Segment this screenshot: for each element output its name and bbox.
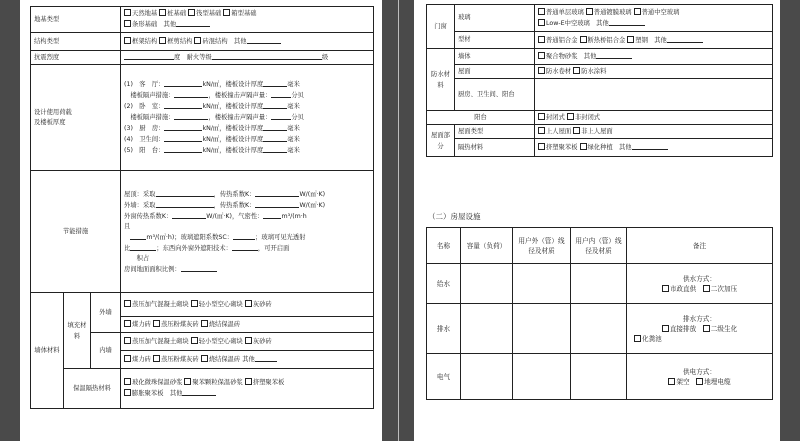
facilities-header: 名称 容量（负荷） 用户外（管）线径及材质 用户内（管）线径及材质 备注: [427, 228, 773, 264]
foundation-row: 地基类型 天然地基 桩基础 筏型基础 箱型基础 条形基础 其他: [31, 7, 374, 33]
checkbox[interactable]: [573, 127, 580, 134]
checkbox[interactable]: [538, 67, 545, 74]
checkbox[interactable]: [159, 9, 166, 16]
checkbox[interactable]: [703, 325, 710, 332]
checkbox[interactable]: [124, 37, 131, 44]
checkbox[interactable]: [124, 389, 131, 396]
wall-material-label: 墙体材料: [31, 293, 64, 409]
checkbox[interactable]: [538, 113, 545, 120]
checkbox[interactable]: [538, 19, 545, 26]
insulation-row: 保温隔热材料 玻化微珠保温砂浆 聚苯颗粒保温砂浆 挤塑聚苯板 膨胀聚苯板 其他: [31, 369, 374, 409]
checkbox[interactable]: [201, 320, 208, 327]
checkbox[interactable]: [124, 320, 131, 327]
water-supply-row: 给水 供水方式： 市政直供 二次加压: [427, 264, 773, 304]
roof-type-row: 屋面部分 屋面类型 上人屋面 非上人屋面: [427, 125, 773, 139]
building-spec-table: 地基类型 天然地基 桩基础 筏型基础 箱型基础 条形基础 其他 结构类型 框架结构 框剪结构 砖混结构 其他 抗震烈度 度 耐火等级 级 设计使用荷载 及楼板厚度 (1) 客 厅： kN/㎡，楼板设计厚度 毫米 楼板隔声措施： ，楼板撞击声隔声量： 分贝 (2) 卧 室： kN/㎡，楼板设计厚度 毫米 楼板隔声措施： ，楼板撞击声隔声量： 分贝 (3) 厨 房： kN/㎡，楼板设计厚度 毫米 (4) 卫生间： kN/㎡，楼板设计厚度 毫米 (5) 阳 台： kN/㎡，楼板设计厚度 毫米 节能措施 屋顶：采取 ，传热系数K： W/(㎡·K) 外墙：采取 ，传热系数K： W/(㎡·K) 外窗传热系数K： W/(㎡·K)，气密性： m³/(m·h 且 m³/(㎡·h)；玻璃遮阳系数SC： ；玻璃可见光透射 比 ；东西向外窗外遮阳技术： ，可开启面 积占 房间地面面积比例： 墙体材料 填充材料 外墙 蒸压加气混凝土砌块 轻小型空心砌块 灰砂砖 煤力砖 蒸压粉煤灰砖 烧结保温砖 内墙 蒸压加气混凝土砌块 轻小型空心砌块 灰砂砖 煤力砖 蒸压粉煤灰砖 烧结保温砖 其他 保温隔热材料 玻化微珠保温砂浆 聚苯颗粒保温砂浆 挤塑聚苯板 膨胀聚苯板 其他: [30, 6, 374, 409]
checkbox[interactable]: [538, 127, 545, 134]
checkbox[interactable]: [124, 337, 131, 344]
roof-part-label: 屋面部分: [427, 125, 455, 157]
checkbox[interactable]: [573, 67, 580, 74]
loads-row: 设计使用荷载 及楼板厚度 (1) 客 厅： kN/㎡，楼板设计厚度 毫米 楼板隔声措施： ，楼板撞击声隔声量： 分贝 (2) 卧 室： kN/㎡，楼板设计厚度 毫米 楼板隔声措施： ，楼板撞击声隔声量： 分贝 (3) 厨 房： kN/㎡，楼板设计厚度 毫米 (4) 卫生间： kN/㎡，楼板设计厚度 毫米 (5) 阳 台： kN/㎡，楼板设计厚度 毫米: [31, 65, 374, 171]
checkbox[interactable]: [245, 337, 252, 344]
structure-row: 结构类型 框架结构 框剪结构 砖混结构 其他: [31, 33, 374, 51]
structure-label: 结构类型: [31, 33, 121, 51]
checkbox[interactable]: [201, 355, 208, 362]
seismic-label: 抗震烈度: [31, 51, 121, 65]
checkbox[interactable]: [245, 300, 252, 307]
foundation-label: 地基类型: [31, 7, 121, 33]
page-divider: [398, 0, 399, 441]
checkbox[interactable]: [538, 8, 545, 15]
checkbox[interactable]: [634, 8, 641, 15]
checkbox[interactable]: [668, 378, 675, 385]
checkbox[interactable]: [580, 143, 587, 150]
checkbox[interactable]: [245, 378, 252, 385]
waterproof-wall-row: 防水材料 墙体 聚合物砂浆 其他: [427, 49, 773, 65]
balcony-row: 阳台 封闭式 非封闭式: [427, 111, 773, 125]
checkbox[interactable]: [538, 143, 545, 150]
checkbox[interactable]: [538, 36, 545, 43]
checkbox[interactable]: [703, 285, 710, 292]
energy-label: 节能措施: [31, 171, 121, 293]
drainage-row: 排水 排水方式： 直接排放 二级生化 化粪池: [427, 304, 773, 354]
checkbox[interactable]: [662, 285, 669, 292]
checkbox[interactable]: [153, 355, 160, 362]
checkbox[interactable]: [634, 335, 641, 342]
checkbox[interactable]: [159, 37, 166, 44]
left-page: [20, 0, 382, 441]
fill-material-label: 填充材料: [64, 293, 91, 369]
waterproof-label: 防水材料: [427, 49, 455, 111]
checkbox[interactable]: [586, 8, 593, 15]
electric-row: 电气 供电方式： 架空 地埋电缆: [427, 354, 773, 400]
door-window-label: 门窗: [427, 5, 455, 49]
checkbox[interactable]: [662, 325, 669, 332]
inner-wall-row: 内墙 蒸压加气混凝土砌块 轻小型空心砌块 灰砂砖: [31, 333, 374, 351]
energy-row: 节能措施 屋顶：采取 ，传热系数K： W/(㎡·K) 外墙：采取 ，传热系数K： W/(㎡·K) 外窗传热系数K： W/(㎡·K)，气密性： m³/(m·h 且 m³/(㎡·h)；玻璃遮阳系数SC： ；玻璃可见光透射 比 ；东西向外窗外遮阳技术： ，可开启面 积占 房间地面面积比例：: [31, 171, 374, 293]
checkbox[interactable]: [627, 36, 634, 43]
seismic-row: 抗震烈度 度 耐火等级 级: [31, 51, 374, 65]
checkbox[interactable]: [124, 9, 131, 16]
checkbox[interactable]: [191, 337, 198, 344]
checkbox[interactable]: [538, 52, 545, 59]
checkbox[interactable]: [567, 113, 574, 120]
checkbox[interactable]: [124, 20, 131, 27]
checkbox[interactable]: [124, 378, 131, 385]
materials-table: 门窗 玻璃 普通单层玻璃 普通镀膜玻璃 普通中空玻璃 Low-E中空玻璃 其他 型材 普通铝合金 断热桥铝合金 塑钢 其他 防水材料 墙体 聚合物砂浆 其他 屋面 防水卷材 防水涂料 厨房、卫生间、阳台 阳台 封闭式 非封闭式 屋面部分 屋面类型 上人屋面 非上人屋面 隔热材料 挤塑聚苯板 绿化种植 其他: [426, 4, 773, 157]
right-page: [414, 0, 780, 441]
checkbox[interactable]: [124, 300, 131, 307]
checkbox[interactable]: [153, 320, 160, 327]
checkbox[interactable]: [194, 37, 201, 44]
section-title: （二）房屋设施: [428, 212, 481, 221]
checkbox[interactable]: [696, 378, 703, 385]
checkbox[interactable]: [184, 378, 191, 385]
checkbox[interactable]: [223, 9, 230, 16]
checkbox[interactable]: [580, 36, 587, 43]
glass-row: 门窗 玻璃 普通单层玻璃 普通镀膜玻璃 普通中空玻璃 Low-E中空玻璃 其他: [427, 5, 773, 32]
facilities-table: [426, 227, 773, 400]
frame-row: 型材 普通铝合金 断热桥铝合金 塑钢 其他: [427, 32, 773, 49]
checkbox[interactable]: [191, 300, 198, 307]
checkbox[interactable]: [124, 355, 131, 362]
checkbox[interactable]: [188, 9, 195, 16]
outer-wall-row: 墙体材料 填充材料 外墙 蒸压加气混凝土砌块 轻小型空心砌块 灰砂砖: [31, 293, 374, 317]
